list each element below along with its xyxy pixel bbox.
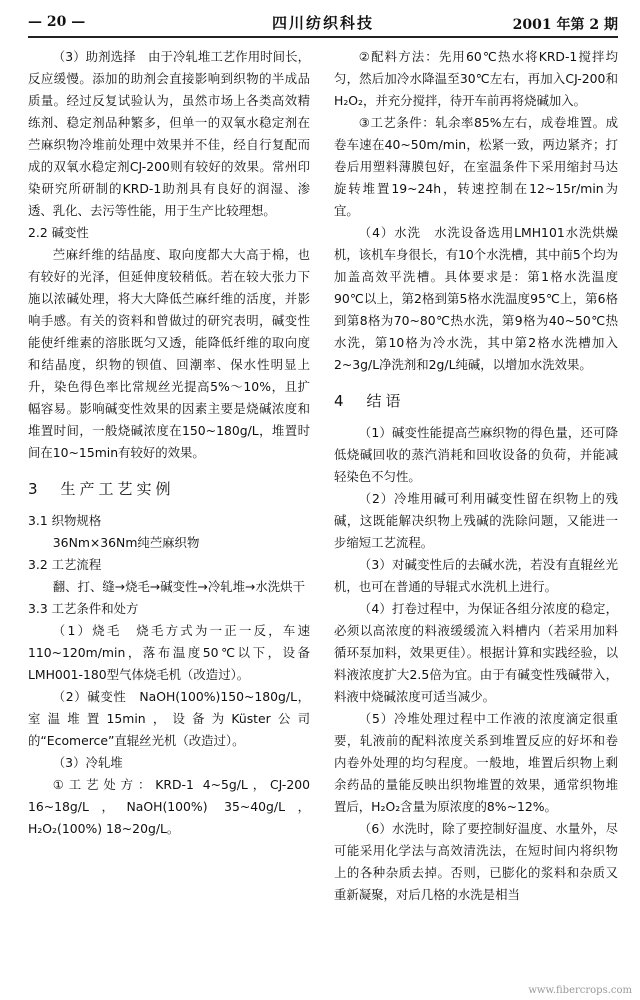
para-alkali-modification: 苎麻纤维的结晶度、取向度都大大高于棉，也有较好的光泽，但延伸度较稍低。若在较大张力下施以浓碱处理，将大大降低苎麻纤维的活度，并影响手感。有关的资料和曾做过的研究表明，碱变性能使纤维素的溶胀既匀又透，能降低纤维的取向度和结晶度，织物的钡值、回潮率、保水性明显上升，染色得色率比常规丝光提高5%～10%，且扩幅容易。影响碱变性效果的因素主要是烧碱浓度和堆置时间，一般烧碱浓度在150~180g/L，堆置时间在10~15min有较好的效果。 bbox=[28, 247, 310, 460]
left-column bbox=[28, 46, 310, 840]
page-number: — 20 — bbox=[28, 14, 86, 30]
para-auxiliary-selection: （3）助剂选择 由于冷轧堆工艺作用时间长，反应缓慢。添加的助剂会直接影响到织物的半成品质量。经过反复试验认为，虽然市场上各类高效精练剂、稳定剂品种繁多，但单一的双氧水稳定剂在苎麻织物冷堆前处理中效果并不佳，经自行复配而成的双氧水稳定剂CJ-200则有较好的效果。常州印染研究所研制的KRD-1助剂具有良好的润湿、渗透、乳化、去污等性能，用于生产比较理想。 bbox=[28, 49, 310, 218]
page-header bbox=[28, 6, 618, 38]
step-singeing: （1）烧毛 烧毛方式为一正一反，车速110~120m/min，落布温度50℃以下，设备LMH001-180型气体烧毛机（改造过）。 bbox=[28, 623, 310, 682]
right-column bbox=[334, 46, 618, 906]
conclusion-4: （4）打卷过程中，为保证各组分浓度的稳定，必须以高浓度的料液缓缓流入料槽内（若采用加料循环泵加料，效果更佳）。根据计算和实践经验，以料液浓度扩大2.5倍为宜。由于有碱变性残碱带入，料液中烧碱浓度可适当减少。 bbox=[334, 601, 618, 704]
fabric-spec: 36Nm×36Nm纯苎麻织物 bbox=[52, 535, 200, 550]
conclusion-5: （5）冷堆处理过程中工作液的浓度滴定很重要，轧液前的配料浓度关系到堆置反应的好坏和卷内卷外处理的均匀程度。一般地，堆置后织物上剩余药品的量能反映出织物堆置的效果，通常织物堆置后，H₂O₂含量为原浓度的8%~12%。 bbox=[334, 711, 618, 814]
heading-4: 4 结语 bbox=[334, 392, 405, 410]
step-washing: （4）水洗 水洗设备选用LMH101水洗烘燥机，该机车身很长，有10个水洗槽，其中前5个均为加盖高效平洗槽。具体要求是：第1格水洗温度90℃以上，第2格到第5格水洗温度95℃上，第6格到第8格为70~80℃热水洗，第9格为40~50℃热水洗，第10格为冷水洗，其中第2格水洗槽加入2~3g/L净洗剂和2g/L纯碱，以增加水洗效果。 bbox=[334, 225, 618, 372]
conclusion-6: （6）水洗时，除了要控制好温度、水量外，尽可能采用化学法与高效清洗法，在短时间内将织物上的各种杂质去掉。否则，已膨化的浆料和杂质又重新凝聚，对后几格的水洗是相当 bbox=[334, 821, 618, 902]
conclusion-1: （1）碱变性能提高苎麻织物的得色量，还可降低烧碱回收的蒸汽消耗和回收设备的负荷，并能减轻染色不匀性。 bbox=[334, 425, 618, 484]
step-cold-pad-batch: （3）冷轧堆 bbox=[52, 755, 123, 770]
step-conditions: ③工艺条件：轧余率85%左右，成卷堆置。成卷车速在40~50m/min，松紧一致，两边紧齐；打卷后用塑料薄膜包好，在室温条件下采用缩封马达旋转堆置19~24h，转速控制在12~15r/min为宜。 bbox=[334, 115, 618, 218]
watermark: www.fibercrops.com bbox=[528, 985, 632, 996]
issue-label: 2001 年第 2 期 bbox=[512, 17, 618, 33]
heading-3-2: 3.2 工艺流程 bbox=[28, 557, 102, 572]
step-alkali: （2）碱变性 NaOH(100%)150~180g/L，室温堆置15min，设备为Küster公司的“Ecomerce”直辊丝光机（改造过）。 bbox=[28, 689, 310, 748]
conclusion-2: （2）冷堆用碱可利用碱变性留在织物上的残碱，这既能解决织物上残碱的洗除问题，又能进一步缩短工艺流程。 bbox=[334, 491, 618, 550]
heading-2-2: 2.2 碱变性 bbox=[28, 225, 89, 240]
heading-3-3: 3.3 工艺条件和处方 bbox=[28, 601, 139, 616]
conclusion-3: （3）对碱变性后的去碱水洗，若没有直辊丝光机，也可在普通的导辊式水洗机上进行。 bbox=[334, 557, 618, 594]
step-mixing: ②配料方法：先用60℃热水将KRD-1搅拌均匀，然后加冷水降温至30℃左右，再加入CJ-200和H₂O₂，并充分搅拌，待开车前再将烧碱加入。 bbox=[334, 49, 618, 108]
heading-3-1: 3.1 织物规格 bbox=[28, 513, 102, 528]
heading-3: 3 生产工艺实例 bbox=[28, 480, 175, 498]
journal-title: 四川纺织科技 bbox=[271, 14, 374, 32]
step-recipe: ①工艺处方：KRD-1 4~5g/L，CJ-200 16~18g/L，NaOH(100%) 35~40g/L，H₂O₂(100%) 18~20g/L。 bbox=[28, 777, 310, 836]
process-flow: 翻、打、缝→烧毛→碱变性→冷轧堆→水洗烘干 bbox=[52, 579, 305, 594]
